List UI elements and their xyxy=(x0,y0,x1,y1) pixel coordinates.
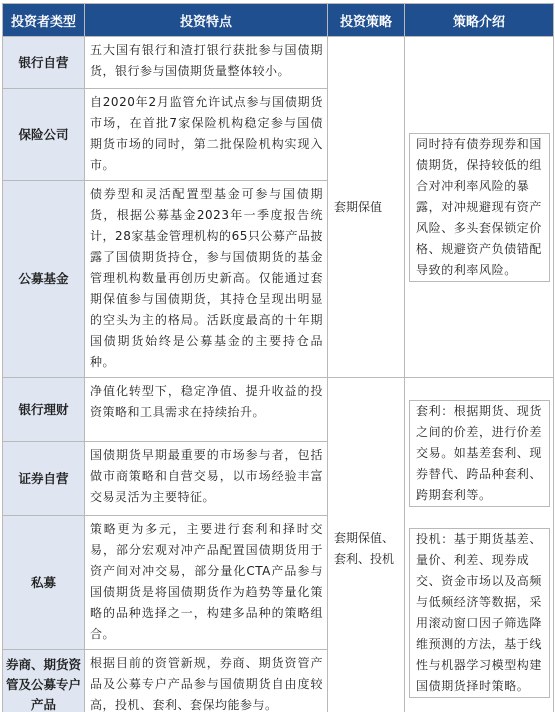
investor-type-cell: 证券自营 xyxy=(3,442,85,516)
features-cell: 五大国有银行和渣打银行获批参与国债期货，银行参与国债期货量整体较小。 xyxy=(85,37,328,89)
strategy-intro-cell-hedging xyxy=(405,37,554,378)
strategy-intro-speculation: 投机：基于期货基差、量价、利差、现券成交、资金市场以及高频与低频经济等数据，采用滚动窗口因子筛选降维预测的方法，基于线性与机器学习模型构建国债期货择时策略。 xyxy=(409,528,550,698)
table-row xyxy=(3,37,554,89)
features-cell: 根据目前的资管新规，券商、期货资管产品及公募专户产品参与国债期货自由度较高，投机、套利、套保均能参与。 xyxy=(85,650,328,712)
investor-strategy-table xyxy=(2,3,554,712)
header-investor-type: 投资者类型 xyxy=(3,4,85,37)
header-strategy-intro: 策略介绍 xyxy=(405,4,554,37)
investor-type-cell: 公募基金 xyxy=(3,181,85,378)
investor-type-cell: 保险公司 xyxy=(3,89,85,181)
investor-type-cell: 银行理财 xyxy=(3,378,85,442)
investor-type-cell: 银行自营 xyxy=(3,37,85,89)
strategy-intro-cell-mixed xyxy=(405,378,554,712)
strategy-intro-arbitrage: 套利：根据期货、现货之间的价差，进行价差交易。如基差套利、现券替代、跨品种套利、跨期套利等。 xyxy=(409,400,550,507)
header-features: 投资特点 xyxy=(85,4,328,37)
investor-type-cell: 私募 xyxy=(3,516,85,650)
table-row xyxy=(3,378,554,442)
features-cell: 策略更为多元，主要进行套利和择时交易，部分宏观对冲产品配置国债期货用于资产间对冲交易，部分量化CTA产品参与国债期货是将国债期货作为趋势等量化策略的品种选择之一，构建多品种的策略组合。 xyxy=(85,516,328,650)
features-cell: 债券型和灵活配置型基金可参与国债期货，根据公募基金2023年一季度报告统计，28家基金管理机构的65只公募产品披露了国债期货持仓，参与国债期货的基金管理机构数量再创历史新高。仅能通过套期保值参与国债期货，其持仓呈现出明显的空头为主的格局。活跃度最高的十年期国债期货始终是公募基金的主要持仓品种。 xyxy=(85,181,328,378)
features-cell: 自2020年2月监管允许试点参与国债期货市场，在首批7家保险机构稳定参与国债期货市场的同时，第二批保险机构实现入市。 xyxy=(85,89,328,181)
table-header-row xyxy=(3,4,554,37)
strategy-cell-hedging: 套期保值 xyxy=(328,37,405,378)
strategy-intro-box: 同时持有债券现券和国债期货，保持较低的组合对冲利率风险的暴露，对冲规避现有资产风险、多头套保锁定价格、规避资产负债错配导致的利率风险。 xyxy=(409,133,550,282)
investor-type-cell: 券商、期货资管及公募专户产品 xyxy=(3,650,85,712)
features-cell: 净值化转型下，稳定净值、提升收益的投资策略和工具需求在持续抬升。 xyxy=(85,378,328,442)
header-strategy: 投资策略 xyxy=(328,4,405,37)
strategy-intro-stack xyxy=(405,378,553,712)
features-cell: 国债期货早期最重要的市场参与者，包括做市商策略和自营交易，以市场经验丰富交易灵活为主要特征。 xyxy=(85,442,328,516)
strategy-cell-mixed: 套期保值、套利、投机 xyxy=(328,378,405,712)
